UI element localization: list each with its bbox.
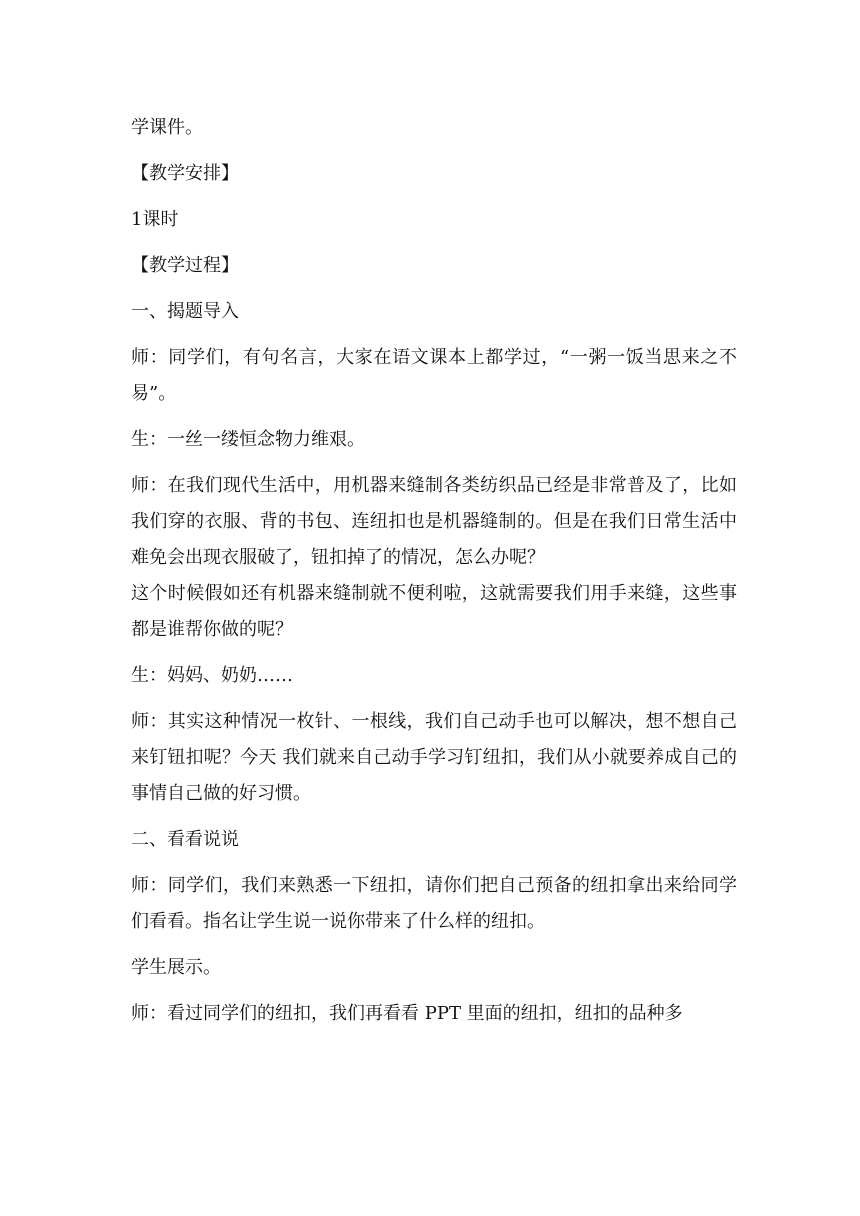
dialogue-paragraph: 师：其实这种情况一枚针、一根线，我们自己动手也可以解决，想不想自己来钉钮扣呢？今天 我们就来自己动手学习钉纽扣，我们从小就要养成自己的事情自己做的好习惯。 xyxy=(131,711,737,804)
section-heading-teaching-arrangement: 【教学安排】 xyxy=(131,163,239,184)
text-paragraph: 这个时候假如还有机器来缝制就不便利啦，这就需要我们用手来缝，这些事都是谁帮你做的呢？ xyxy=(131,583,737,640)
text-paragraph: 1课时 xyxy=(131,209,179,230)
dialogue-paragraph: 师：同学们，我们来熟悉一下纽扣，请你们把自己预备的纽扣拿出来给同学们看看。指名让学生说一说你带来了什么样的纽扣。 xyxy=(131,875,737,932)
text-paragraph: 学生展示。 xyxy=(131,957,221,978)
text-paragraph: 学课件。 xyxy=(131,117,203,138)
dialogue-paragraph: 师：在我们现代生活中，用机器来缝制各类纺织品已经是非常普及了，比如我们穿的衣服、背的书包、连纽扣也是机器缝制的。但是在我们日常生活中难免会出现衣服破了，钮扣掉了的情况，怎么办呢？ xyxy=(131,475,737,568)
dialogue-paragraph: 生：一丝一缕恒念物力维艰。 xyxy=(131,429,365,450)
dialogue-paragraph: 师：同学们，有句名言，大家在语文课本上都学过，“一粥一饭当思来之不易”。 xyxy=(131,347,737,404)
section-heading-teaching-process: 【教学过程】 xyxy=(131,255,239,276)
dialogue-paragraph: 师：看过同学们的纽扣，我们再看看 PPT 里面的纽扣，纽扣的品种多 xyxy=(131,1003,683,1024)
document-body xyxy=(131,110,737,1042)
subsection-heading: 一、揭题导入 xyxy=(131,301,239,322)
subsection-heading: 二、看看说说 xyxy=(131,829,239,850)
dialogue-paragraph: 生：妈妈、奶奶…… xyxy=(131,665,293,686)
